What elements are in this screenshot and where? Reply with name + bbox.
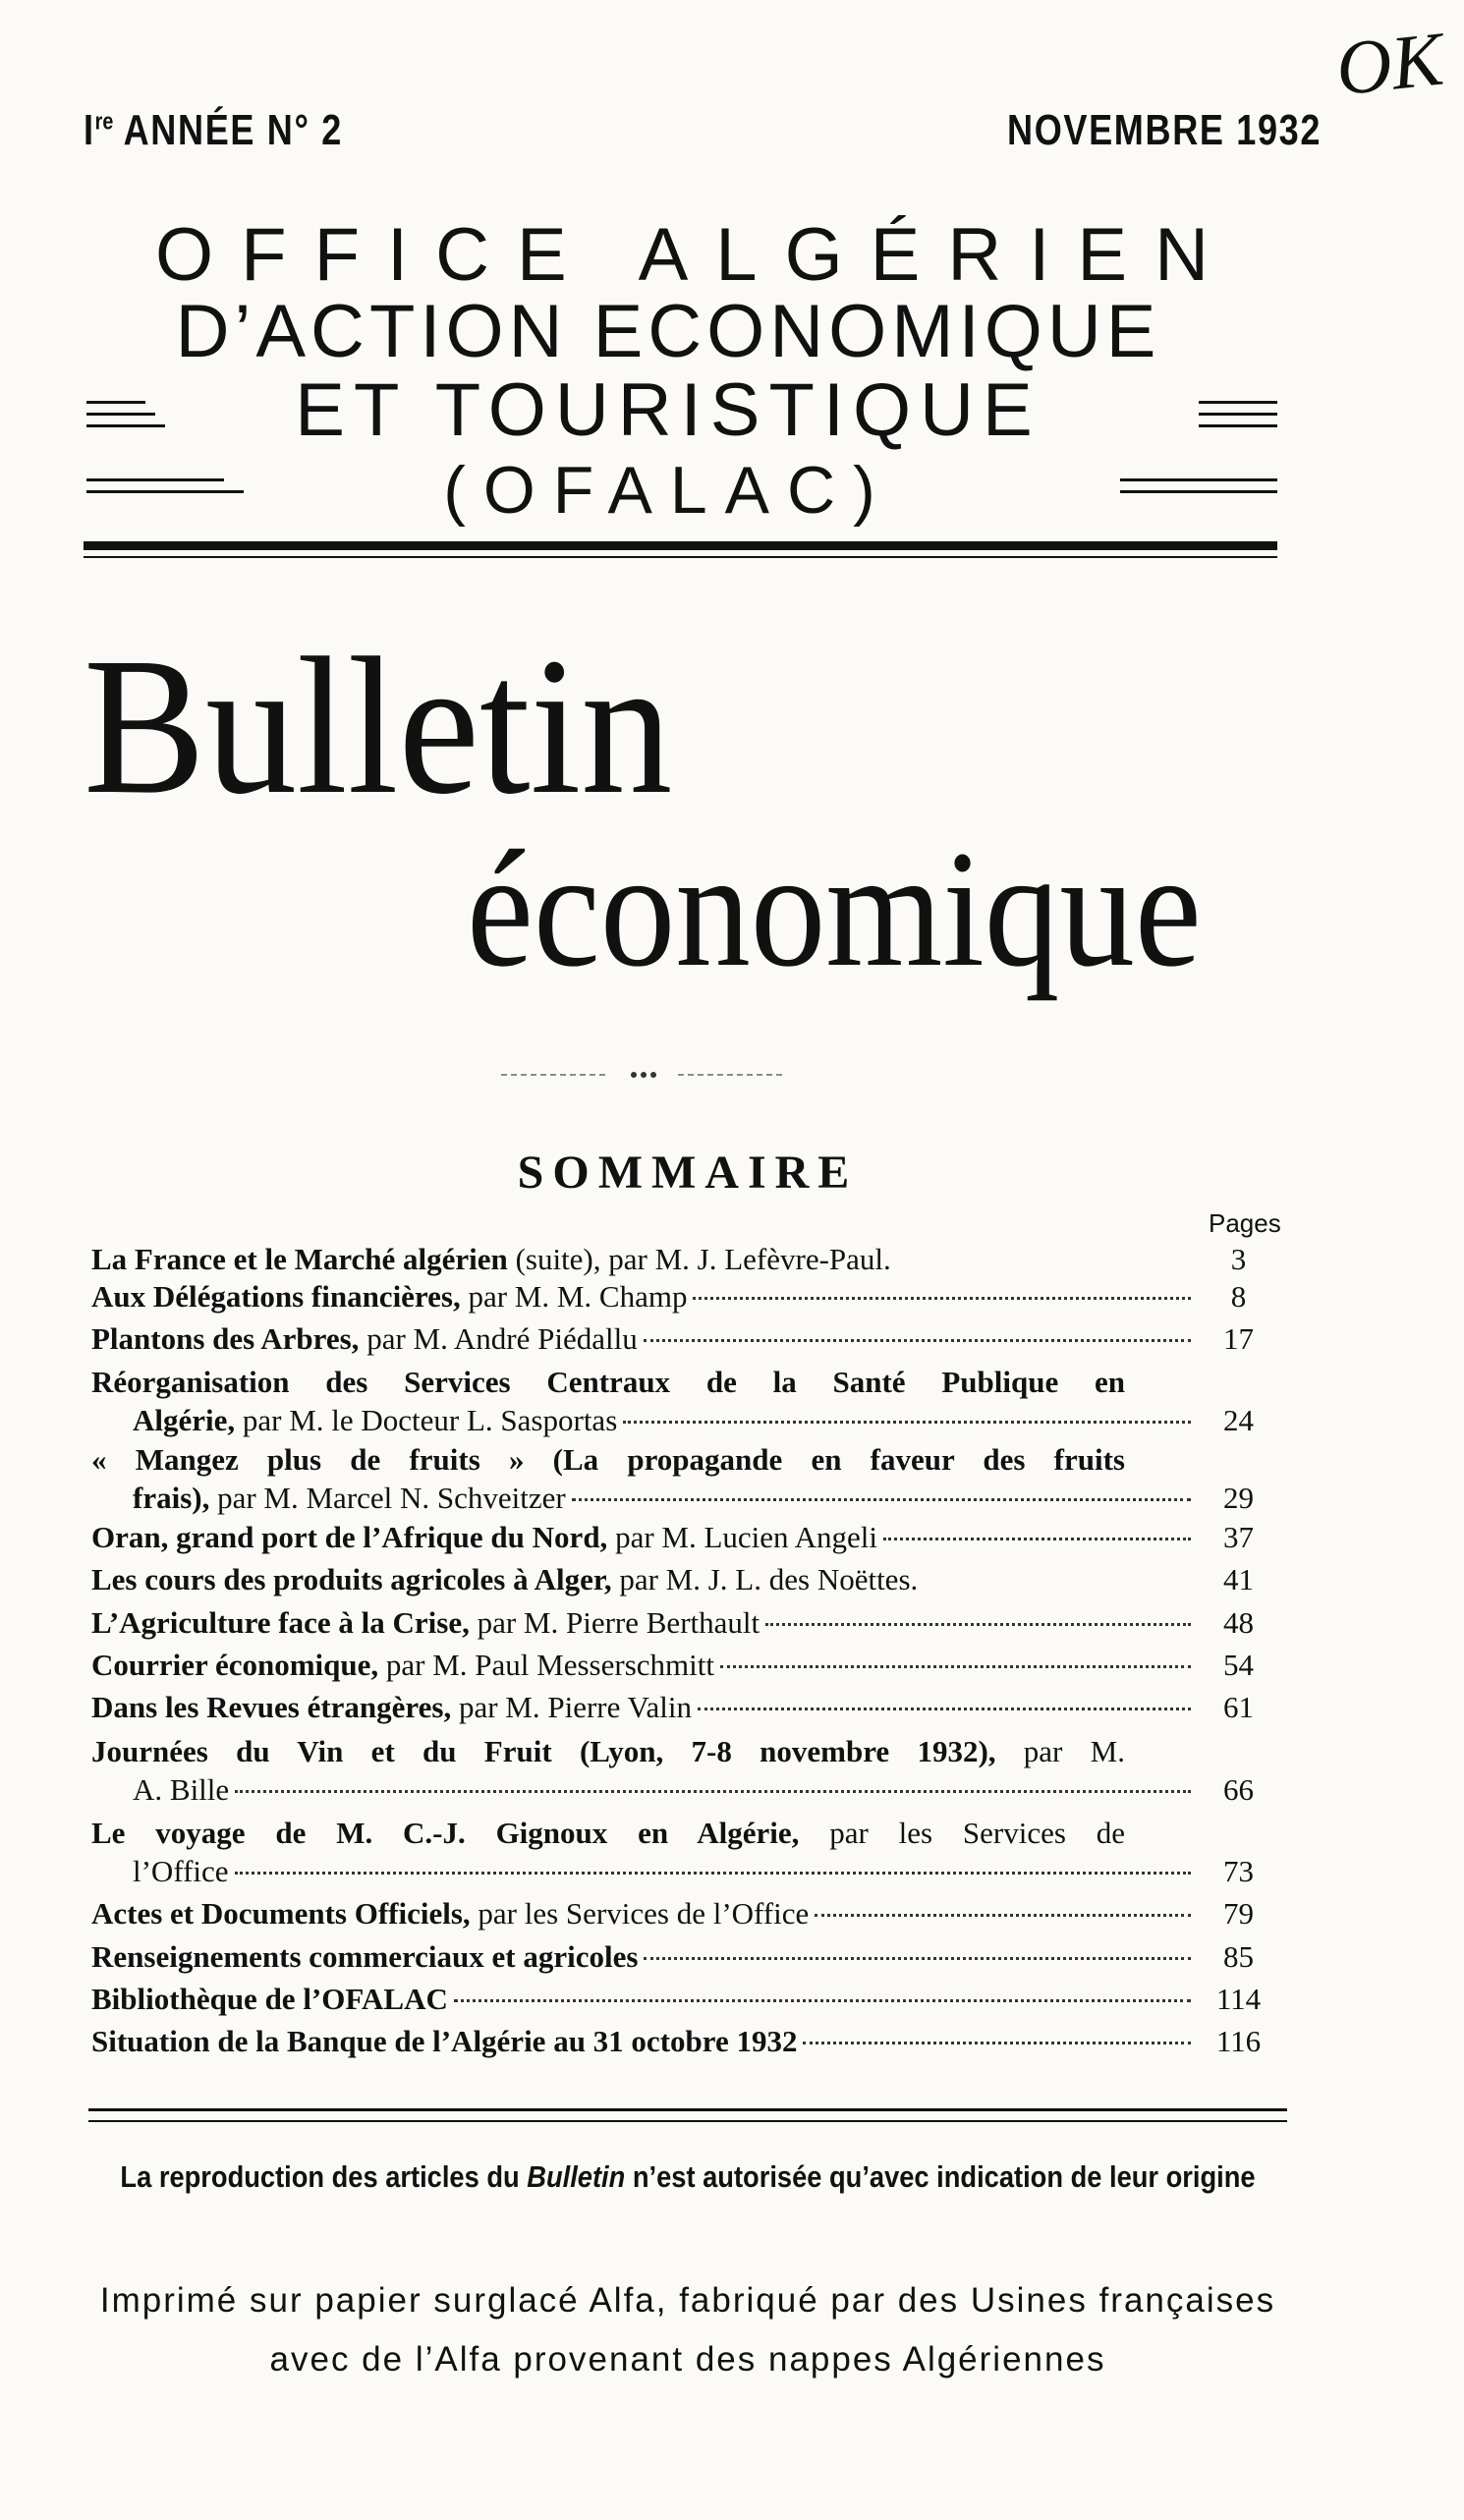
toc-entry: Le voyage de M. C.-J. Gignoux en Algérie, par les Services de l’Office 73 (91, 1816, 1254, 1888)
header-thin-rule (84, 556, 1277, 558)
contents-heading: SOMMAIRE (517, 1147, 859, 1199)
toc-entry: L’Agriculture face à la Crise, par M. Pierre Berthault 48 (91, 1605, 1254, 1640)
bulletin-title: Bulletin (84, 618, 673, 835)
toc-entry: La France et le Marché algérien (suite), par M. J. Lefèvre-Paul. 3 (91, 1242, 1247, 1276)
decorative-lines-right (1199, 401, 1297, 436)
toc-entry: Actes et Documents Officiels, par les Services de l’Office 79 (91, 1896, 1254, 1931)
toc-entry: Journées du Vin et du Fruit (Lyon, 7-8 novembre 1932), par M. A. Bille 66 (91, 1734, 1254, 1807)
toc-entry: Renseignements commerciaux et agricoles 85 (91, 1939, 1254, 1974)
decorative-lines-left (86, 401, 185, 436)
toc-entry: Bibliothèque de l’OFALAC 114 (91, 1982, 1262, 2016)
issue-number: Ire ANNÉE N° 2 (84, 106, 343, 154)
ornament-divider (501, 1069, 786, 1081)
toc-entry: Courrier économique, par M. Paul Messerschmitt 54 (91, 1648, 1254, 1682)
printing-note-line-1: Imprimé sur papier surglacé Alfa, fabriqué par des Usines françaises (99, 2281, 1276, 2320)
economique-title: économique (467, 816, 1202, 1001)
toc-entry: Dans les Revues étrangères, par M. Pierre Valin 61 (91, 1690, 1254, 1724)
toc-entry: Les cours des produits agricoles à Alger, par M. J. L. des Noëttes. 41 (91, 1562, 1254, 1596)
toc-entry: Réorganisation des Services Centraux de la Santé Publique en Algérie, par M. le Docteur L. Sasportas 24 (91, 1365, 1254, 1437)
footer-rule (88, 2108, 1287, 2111)
printing-note-line-2: avec de l’Alfa provenant des nappes Algériennes (269, 2340, 1106, 2379)
toc-entry: Situation de la Banque de l’Algérie au 31 octobre 1932 116 (91, 2024, 1262, 2058)
toc-entry: Aux Délégations financières, par M. M. Champ 8 (91, 1279, 1247, 1314)
decorative-lines-left-lower (86, 478, 185, 502)
org-title-line-2: D’ACTION ECONOMIQUE (175, 290, 1161, 373)
toc-entry: « Mangez plus de fruits » (La propagande en faveur des fruits frais), par M. Marcel N. Schveitzer 29 (91, 1442, 1254, 1515)
toc-entry: Plantons des Arbres, par M. André Piédallu 17 (91, 1321, 1254, 1356)
reproduction-notice: La reproduction des articles du Bulletin n’est autorisée qu’avec indication de leur origine (120, 2159, 1256, 2194)
toc-entry: Oran, grand port de l’Afrique du Nord, par M. Lucien Angeli 37 (91, 1520, 1254, 1554)
issue-date: NOVEMBRE 1932 (1007, 106, 1323, 154)
org-title-line-3: ET TOURISTIQUE (295, 368, 1042, 452)
footer-rule-thin (88, 2120, 1287, 2122)
org-title-line-1: OFFICE ALGÉRIEN (155, 213, 1236, 297)
handwritten-ok-mark: OK (1331, 15, 1447, 112)
header-thick-rule (84, 541, 1277, 550)
org-acronym: (OFALAC) (443, 453, 893, 528)
decorative-lines-right-lower (1120, 478, 1218, 502)
pages-column-label: Pages (1209, 1208, 1281, 1238)
